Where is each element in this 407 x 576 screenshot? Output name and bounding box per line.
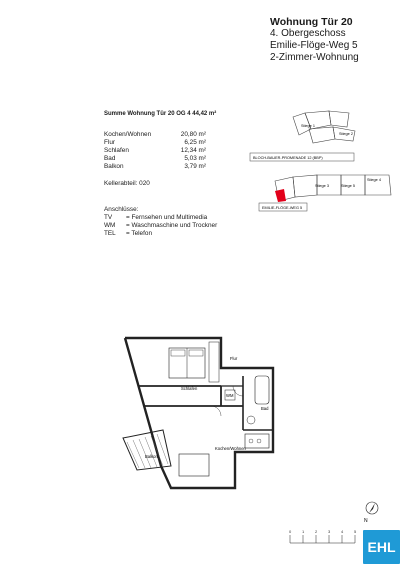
stair-label: Stiege 1 xyxy=(301,124,315,128)
street-label-efw: EMILIE-FLÖGE-WEG 5 xyxy=(262,206,303,210)
dining-table xyxy=(179,454,209,476)
street-label-bbp: BLOCH-BAUER-PROMENADE 12 (BBP) xyxy=(253,156,323,160)
scale-mark: 3 xyxy=(328,529,331,534)
connections-title: Anschlüsse: xyxy=(104,206,139,213)
fixture-label-wm: WM xyxy=(226,393,234,398)
scale-mark: 0 xyxy=(289,529,292,534)
connection-abbr: TV xyxy=(104,214,113,222)
building-block xyxy=(329,111,349,127)
room-row-kochen xyxy=(104,131,206,139)
room-area-list xyxy=(104,131,206,171)
room-area: 3,79 m² xyxy=(184,163,206,171)
connection-item xyxy=(104,230,217,238)
floor-plan xyxy=(115,330,305,495)
stair-label: Stiege 3 xyxy=(315,184,329,188)
apartment-street: Emilie-Flöge-Weg 5 xyxy=(270,40,358,51)
apartment-highlight xyxy=(275,189,286,202)
connection-desc: = Telefon xyxy=(126,230,152,238)
building-block xyxy=(309,127,335,143)
room-row-bad xyxy=(104,155,206,163)
room-row-flur xyxy=(104,139,206,147)
connection-item xyxy=(104,222,217,230)
room-name: Bad xyxy=(104,155,116,163)
room-row-schlafen xyxy=(104,147,206,155)
apartment-floor: 4. Obergeschoss xyxy=(270,28,346,39)
room-name: Flur xyxy=(104,139,116,147)
room-label-kochen: Kochen/Wohnen xyxy=(215,446,246,451)
room-area: 20,80 m² xyxy=(180,131,206,138)
door-swing xyxy=(211,406,221,416)
stair-label: Stiege 2 xyxy=(339,132,353,136)
stair-label: Stiege 4 xyxy=(367,178,381,182)
balcony-outline xyxy=(123,430,171,470)
building-block xyxy=(293,175,317,197)
connections-legend xyxy=(104,206,217,238)
room-label-balkon: Balkon xyxy=(145,454,158,459)
scale-bar xyxy=(284,527,360,549)
room-name: Schlafen xyxy=(104,147,129,155)
room-label-bad: Bad xyxy=(261,406,269,411)
north-label: N xyxy=(364,518,368,524)
apartment-header xyxy=(270,16,400,64)
bathtub xyxy=(255,376,269,404)
apartment-type: 2-Zimmer-Wohnung xyxy=(270,52,359,63)
summary-title: Summe Wohnung Tür 20 OG 4 44,42 m² xyxy=(104,111,217,117)
scale-mark: 1 xyxy=(302,529,305,534)
room-label-schlafen: Schlafen xyxy=(181,386,198,391)
washbasin xyxy=(247,416,255,424)
connection-desc: = Fernsehen und Multimedia xyxy=(126,214,208,222)
room-area: 6,25 m² xyxy=(184,139,206,147)
room-area: 12,34 m² xyxy=(180,147,206,155)
site-plan xyxy=(245,105,405,215)
room-name: Kochen/Wohnen xyxy=(104,131,152,138)
room-name: Balkon xyxy=(104,163,124,171)
door-swing xyxy=(233,386,243,396)
compass-icon xyxy=(362,500,382,524)
room-area: 5,03 m² xyxy=(184,155,206,163)
scale-mark: 2 xyxy=(315,529,318,534)
stair-label: Stiege 5 xyxy=(341,184,355,188)
apartment-title: Wohnung Tür 20 xyxy=(270,16,353,28)
connection-item xyxy=(104,214,217,222)
ehl-logo: EHL xyxy=(363,530,400,564)
scale-mark: 4 xyxy=(341,529,344,534)
outer-wall xyxy=(125,338,273,488)
wardrobe xyxy=(209,342,219,382)
room-row-balkon xyxy=(104,163,206,171)
connection-abbr: WM xyxy=(104,222,116,230)
connection-desc: = Waschmaschine und Trockner xyxy=(126,222,218,230)
connection-abbr: TEL xyxy=(104,230,116,238)
room-label-flur: Flur xyxy=(230,356,238,361)
scale-mark: 5 xyxy=(354,529,357,534)
cellar-info: Kellerabteil: 020 xyxy=(104,180,150,187)
